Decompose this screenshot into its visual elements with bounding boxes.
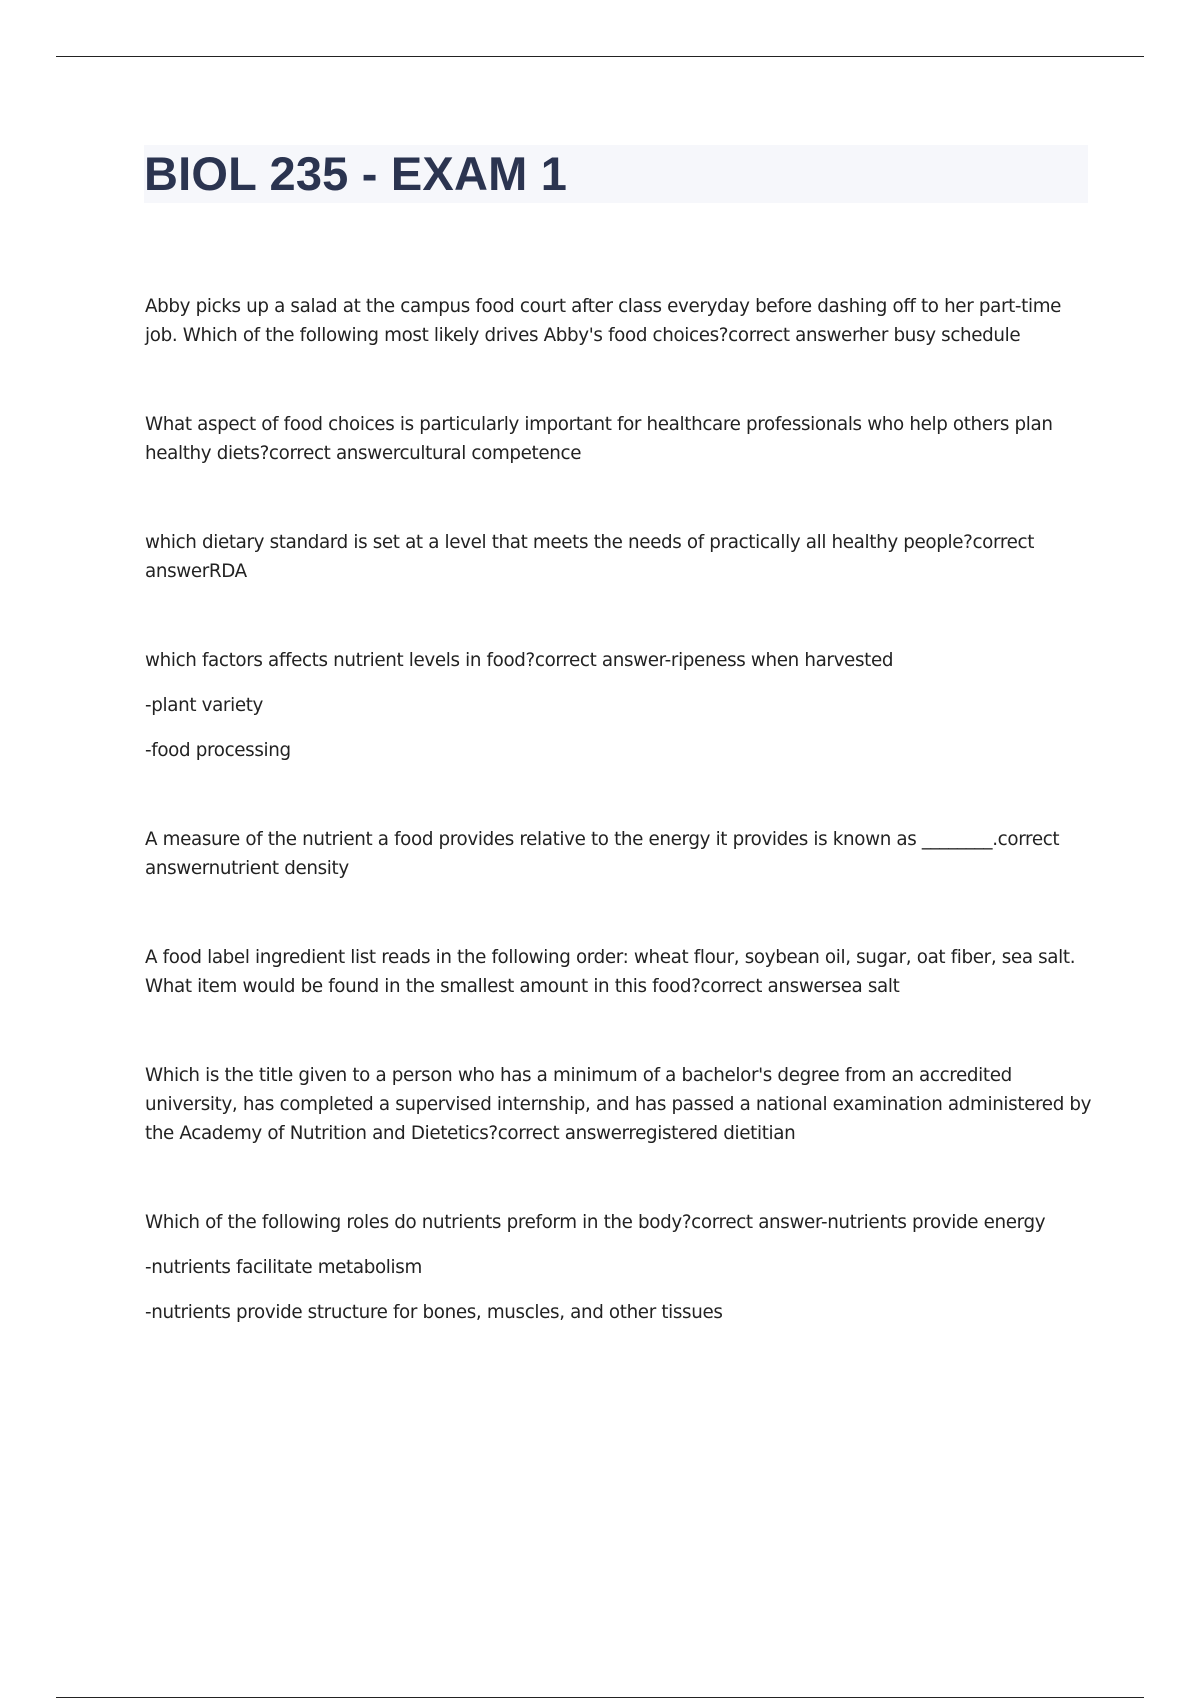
qa-answer-line: -nutrients provide structure for bones, muscles, and other tissues [145,1302,723,1323]
qa-answer-line: -nutrients facilitate metabolism [145,1257,422,1278]
qa-text: Which is the title given to a person who has a minimum of a bachelor's degree from an accredited university, has completed a supervised internship, and has passed a national examination administered by the Academy of Nutrition and Dietetics?correct answerregistered dietitian [145,1065,1092,1144]
top-rule [56,56,1144,57]
qa-text: A measure of the nutrient a food provides relative to the energy it provides is known as ________.correct answernutrient density [145,829,1060,879]
qa-text: Which of the following roles do nutrients preform in the body?correct answer-nutrients provide energy [145,1212,1046,1233]
qa-answer-line: -plant variety [145,695,263,716]
qa-item [145,646,1095,765]
qa-text: which factors affects nutrient levels in food?correct answer-ripeness when harvested [145,650,894,671]
qa-item [145,943,1095,1001]
qa-text: which dietary standard is set at a level that meets the needs of practically all healthy people?correct answerRDA [145,532,1035,582]
qa-text: What aspect of food choices is particularly important for healthcare professionals who help others plan healthy diets?correct answercultural competence [145,414,1053,464]
qa-text: Abby picks up a salad at the campus food court after class everyday before dashing off to her part-time job. Which of the following most likely drives Abby's food choices?correct answerher busy schedule [145,296,1062,346]
qa-text: A food label ingredient list reads in the following order: wheat flour, soybean oil, sugar, oat fiber, sea salt. What item would be found in the smallest amount in this food?correct answersea salt [145,947,1076,997]
qa-item [145,528,1095,586]
document-body [145,292,1095,1387]
qa-answer-line: -food processing [145,740,291,761]
title-band [144,145,1088,203]
document-title: BIOL 235 - EXAM 1 [144,147,568,200]
qa-item [145,825,1095,883]
qa-item [145,410,1095,468]
qa-item [145,1061,1095,1148]
qa-item [145,292,1095,350]
bottom-rule [56,1697,1144,1698]
qa-item [145,1208,1095,1327]
